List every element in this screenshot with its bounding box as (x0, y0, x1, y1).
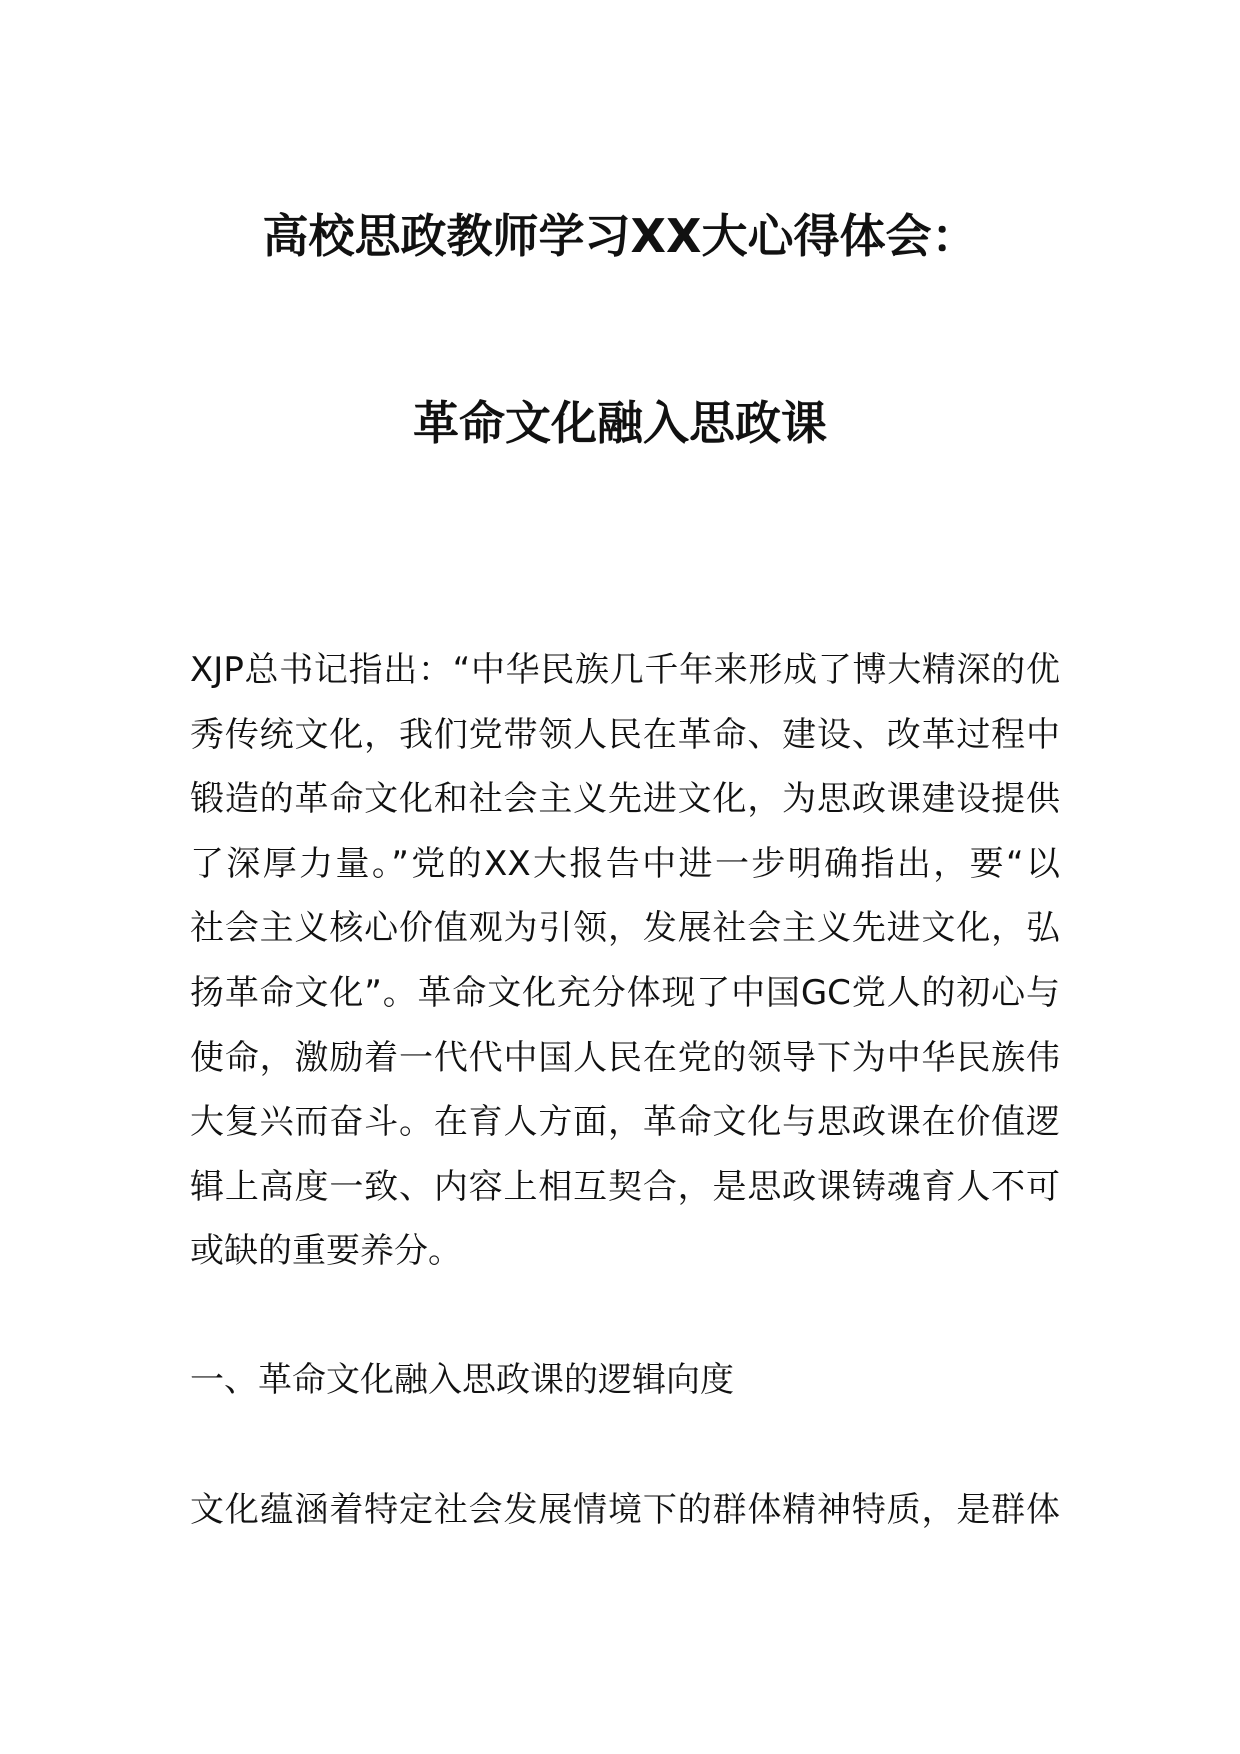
section-heading-text: 一、革命文化融入思政课的逻辑向度 (190, 1360, 734, 1400)
paragraph-line: 社会主义核心价值观为引领，发展社会主义先进文化，弘 (190, 908, 1060, 949)
paragraph-intro (190, 638, 1060, 1284)
paragraph-line: 辑上高度一致、内容上相互契合，是思政课铸魂育人不可 (190, 1166, 1060, 1207)
paragraph-culture (190, 1478, 1060, 1543)
paragraph-line: 大复兴而奋斗。在育人方面，革命文化与思政课在价值逻 (190, 1102, 1060, 1143)
paragraph-line: 扬革命文化”。革命文化充分体现了中国GC党人的初心与 (190, 972, 1060, 1013)
paragraph-line: 了深厚力量。”党的XX大报告中进一步明确指出，要“以 (190, 843, 1060, 884)
document-title-line-2: 革命文化融入思政课 (413, 396, 827, 450)
document-title-line-1: 高校思政教师学习XX大心得体会： (262, 209, 978, 263)
paragraph-line: XJP总书记指出：“中华民族几千年来形成了博大精深的优 (190, 650, 1060, 690)
paragraph-line: 秀传统文化，我们党带领人民在革命、建设、改革过程中 (190, 714, 1060, 755)
paragraph-line: 文化蕴涵着特定社会发展情境下的群体精神特质，是群体 (190, 1490, 1060, 1530)
paragraph-line: 锻造的革命文化和社会主义先进文化，为思政课建设提供 (190, 779, 1060, 820)
paragraph-line: 或缺的重要养分。 (190, 1231, 462, 1272)
paragraph-line: 使命，激励着一代代中国人民在党的领导下为中华民族伟 (190, 1037, 1060, 1078)
section-heading (190, 1348, 1060, 1413)
